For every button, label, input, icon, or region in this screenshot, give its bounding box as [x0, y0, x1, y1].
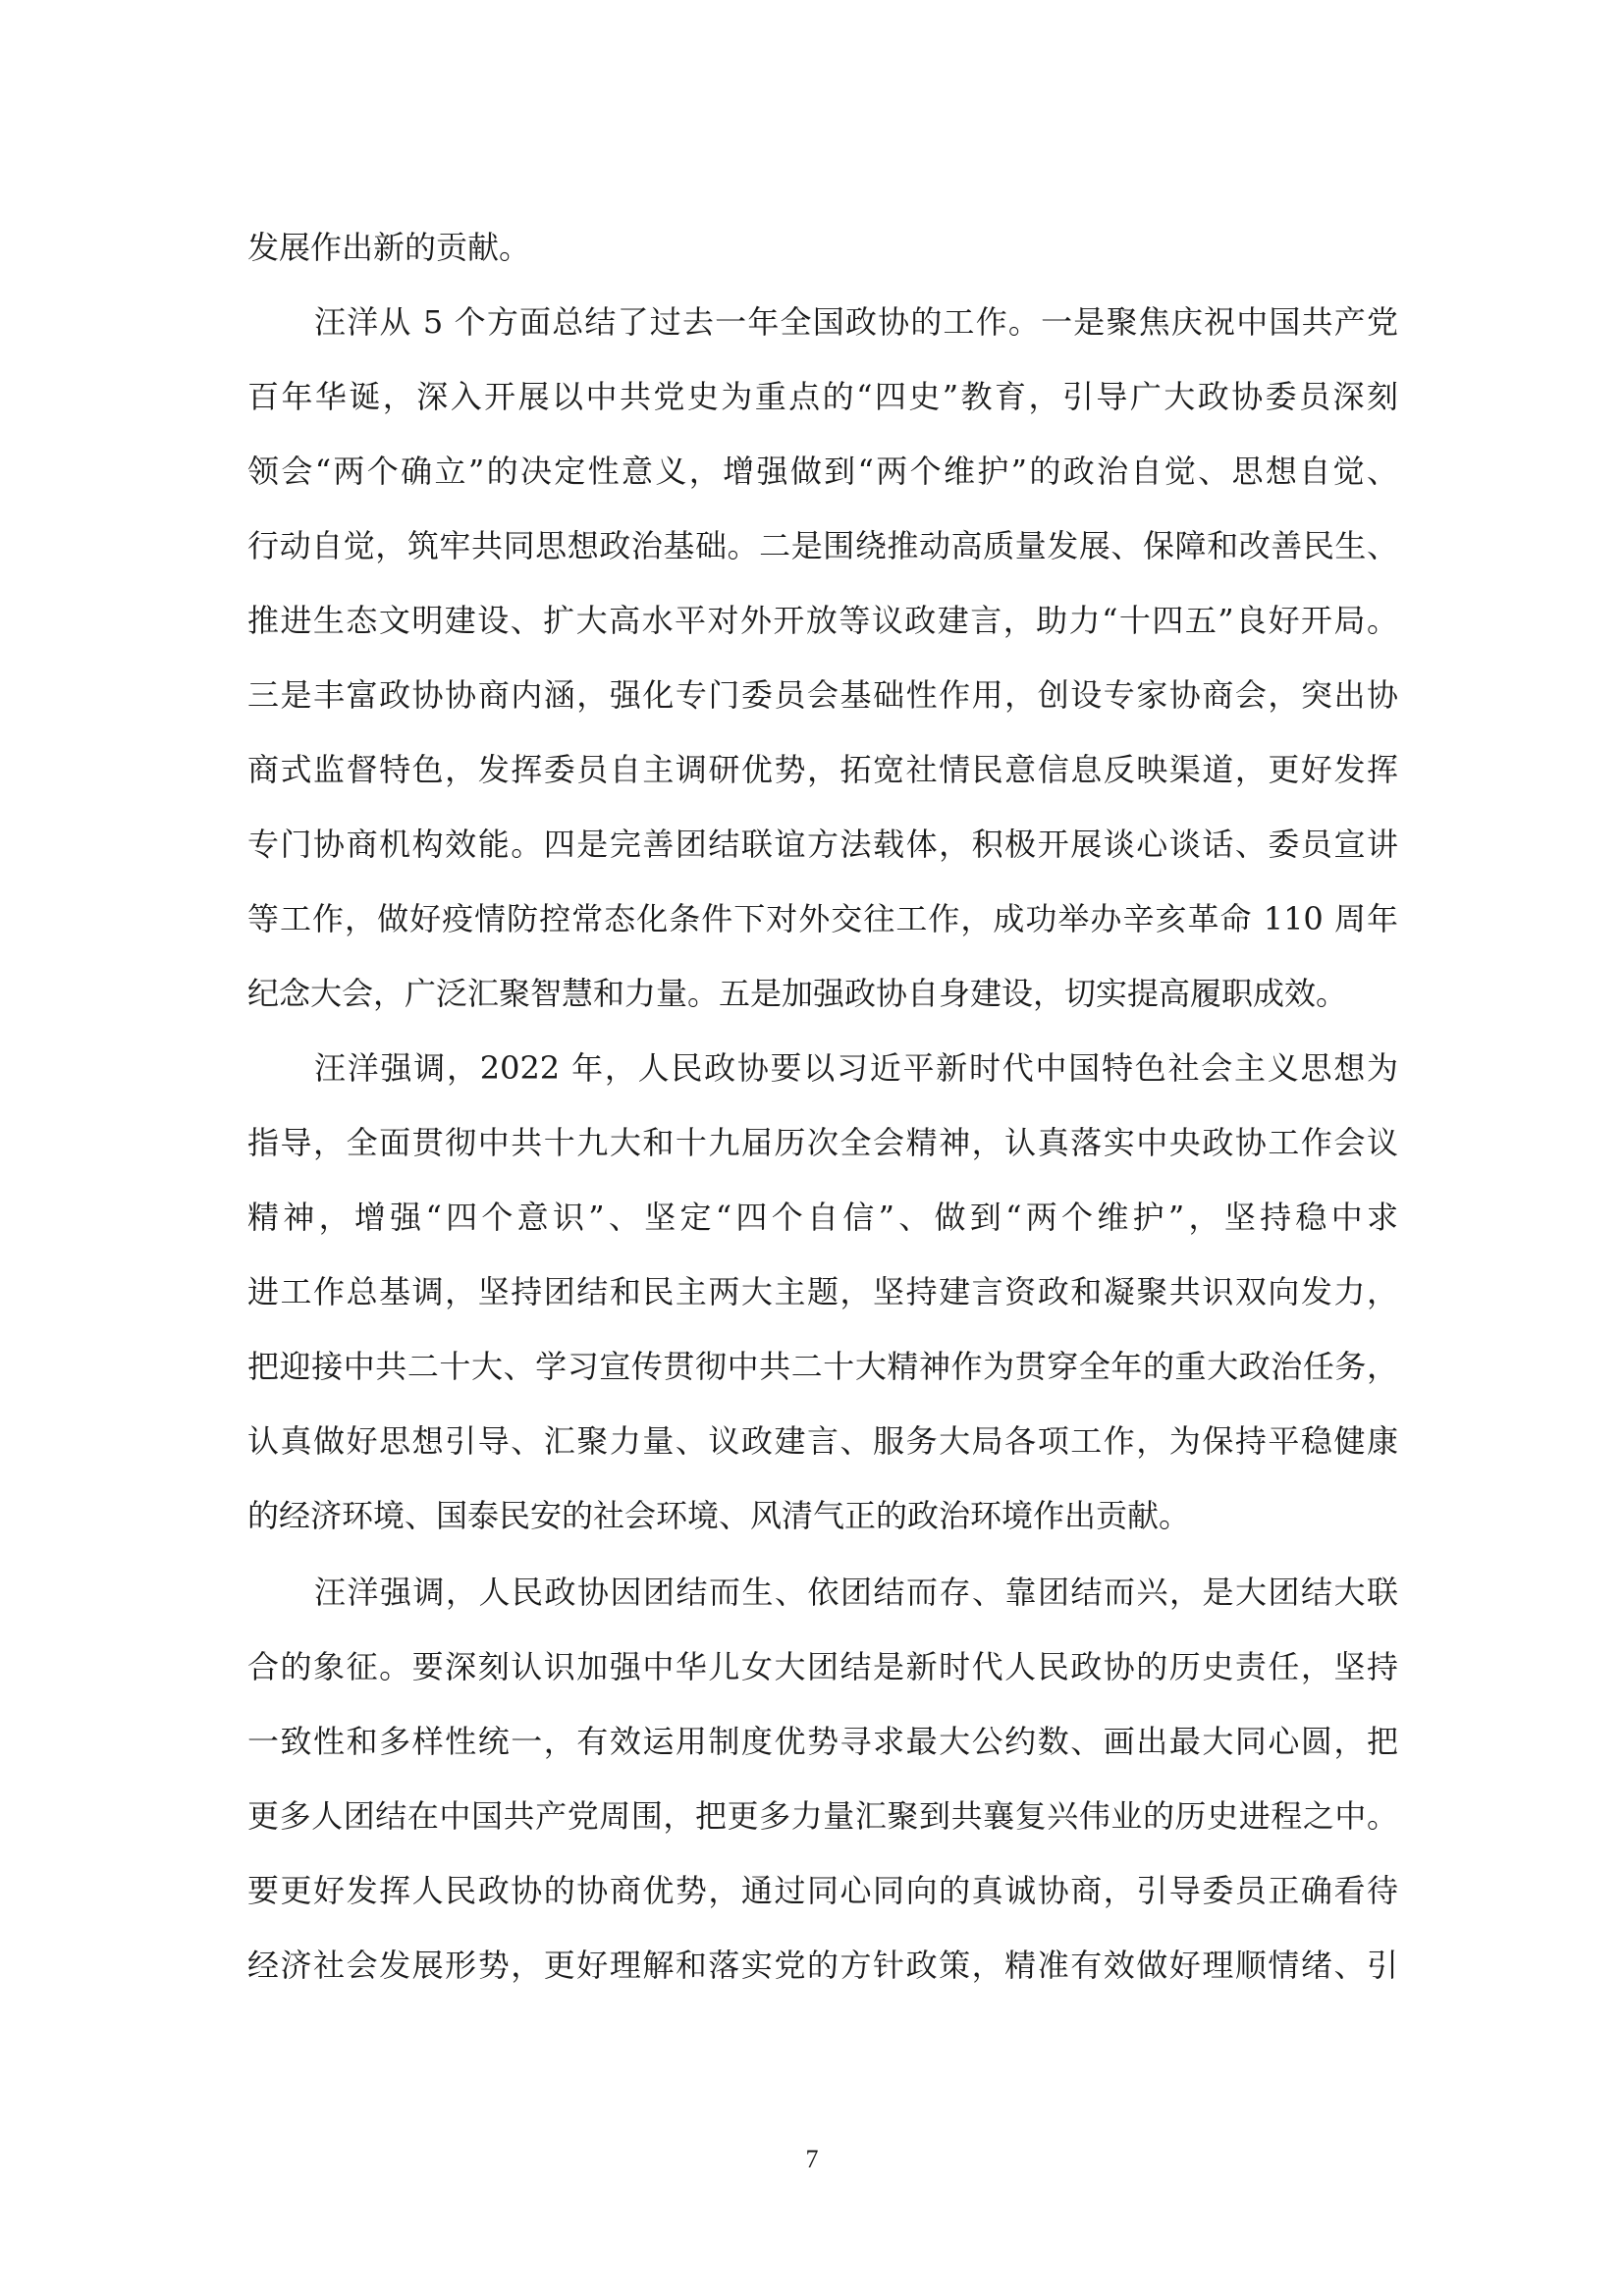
- text-line-5: 行动自觉，筑牢共同思想政治基础。二是围绕推动高质量发展、保障和改善民生、: [247, 527, 1398, 564]
- text-line-20: 合的象征。要深刻认识加强中华儿女大团结是新时代人民政协的历史责任，坚持: [247, 1648, 1398, 1685]
- text-line-21: 一致性和多样性统一，有效运用制度优势寻求最大公约数、画出最大同心圆，把: [247, 1723, 1398, 1760]
- text-line-18: 的经济环境、国泰民安的社会环境、风清气正的政治环境作出贡献。: [247, 1497, 1191, 1534]
- text-line-19: 汪洋强调，人民政协因团结而生、依团结而存、靠团结而兴，是大团结大联: [314, 1574, 1398, 1611]
- text-line-12: 汪洋强调，2022 年，人民政协要以习近平新时代中国特色社会主义思想为: [314, 1049, 1398, 1087]
- text-line-7: 三是丰富政协协商内涵，强化专门委员会基础性作用，创设专家协商会，突出协: [247, 676, 1398, 714]
- text-line-15: 进工作总基调，坚持团结和民主两大主题，坚持建言资政和凝聚共识双向发力，: [247, 1273, 1398, 1310]
- text-line-11: 纪念大会，广泛汇聚智慧和力量。五是加强政协自身建设，切实提高履职成效。: [247, 975, 1348, 1012]
- text-line-16: 把迎接中共二十大、学习宣传贯彻中共二十大精神作为贯穿全年的重大政治任务，: [247, 1348, 1398, 1385]
- text-line-1: 发展作出新的贡献。: [247, 229, 531, 266]
- text-line-3: 百年华诞，深入开展以中共党史为重点的“四史”教育，引导广大政协委员深刻: [247, 378, 1398, 415]
- text-line-6: 推进生态文明建设、扩大高水平对外开放等议政建言，助力“十四五”良好开局。: [247, 602, 1398, 639]
- text-line-4: 领会“两个确立”的决定性意义，增强做到“两个维护”的政治自觉、思想自觉、: [247, 453, 1398, 490]
- text-line-13: 指导，全面贯彻中共十九大和十九届历次全会精神，认真落实中央政协工作会议: [247, 1124, 1398, 1161]
- text-line-10: 等工作，做好疫情防控常态化条件下对外交往工作，成功举办辛亥革命 110 周年: [247, 900, 1398, 937]
- text-line-8: 商式监督特色，发挥委员自主调研优势，拓宽社情民意信息反映渠道，更好发挥: [247, 751, 1398, 788]
- page-number: 7: [805, 2145, 819, 2173]
- text-line-17: 认真做好思想引导、汇聚力量、议政建言、服务大局各项工作，为保持平稳健康: [247, 1422, 1398, 1460]
- text-line-14: 精神，增强“四个意识”、坚定“四个自信”、做到“两个维护”，坚持稳中求: [247, 1199, 1398, 1236]
- text-line-2: 汪洋从 5 个方面总结了过去一年全国政协的工作。一是聚焦庆祝中国共产党: [314, 303, 1398, 341]
- text-line-22: 更多人团结在中国共产党周围，把更多力量汇聚到共襄复兴伟业的历史进程之中。: [247, 1797, 1398, 1835]
- text-line-24: 经济社会发展形势，更好理解和落实党的方针政策，精准有效做好理顺情绪、引: [247, 1947, 1398, 1984]
- text-line-23: 要更好发挥人民政协的协商优势，通过同心同向的真诚协商，引导委员正确看待: [247, 1872, 1398, 1909]
- text-line-9: 专门协商机构效能。四是完善团结联谊方法载体，积极开展谈心谈话、委员宣讲: [247, 826, 1398, 863]
